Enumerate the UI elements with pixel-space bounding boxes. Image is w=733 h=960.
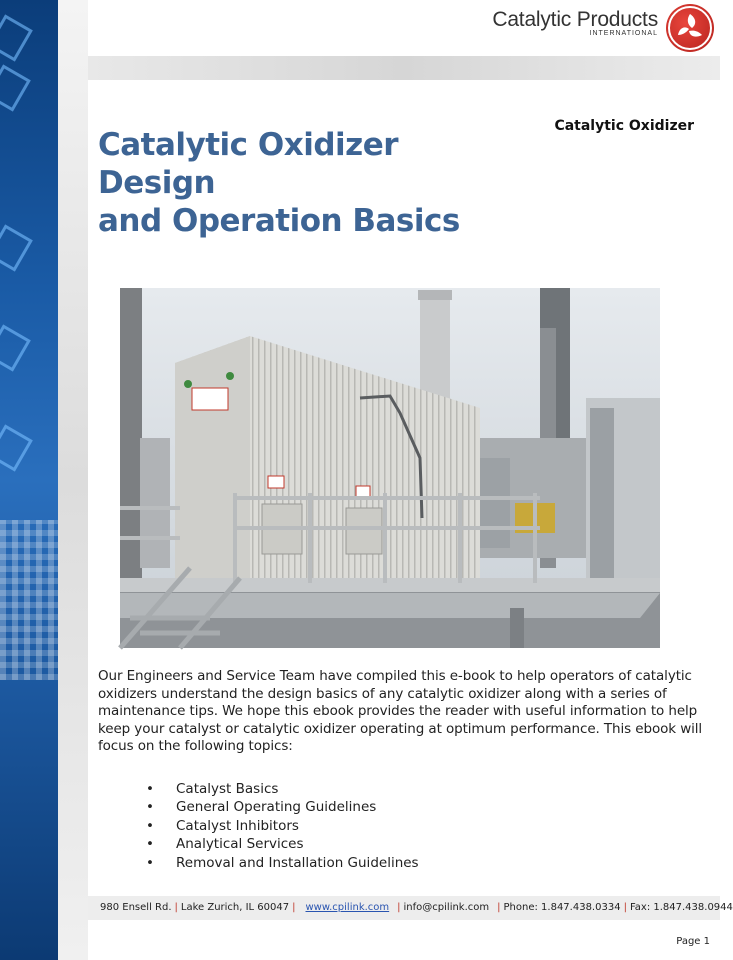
hexagon-decoration: [0, 324, 31, 371]
document-tag: Catalytic Oxidizer: [554, 118, 694, 134]
company-name: Catalytic Products: [492, 8, 658, 31]
list-item: • Removal and Installation Guidelines: [146, 854, 419, 872]
footer-website-link[interactable]: www.cpilink.com: [305, 902, 390, 913]
header-grey-band: [88, 56, 720, 80]
footer-city: Lake Zurich, IL 60047: [180, 902, 290, 913]
page-number: Page 1: [676, 936, 710, 947]
page-footer: 980 Ensell Rd. | Lake Zurich, IL 60047 | www.cpilink.com | info@cpilink.com | Phone: 1.847.438.0334 | Fax: 1.847.438.0944: [88, 896, 720, 920]
document-title: [98, 126, 518, 240]
hexagon-decoration: [0, 224, 33, 271]
footer-address: 980 Ensell Rd.: [100, 902, 172, 913]
intro-paragraph: Our Engineers and Service Team have compiled this e-book to help operators of catalytic oxidizers understand the design basics of any catalytic oxidizer along with a series of maintenance tips. We hope this ebook provides the reader with useful information to help keep your catalyst or catalytic oxidizer operating at optimum performance. This ebook will focus on the following topics:: [98, 668, 703, 754]
page-header: [88, 0, 720, 56]
footer-fax: Fax: 1.847.438.0944: [629, 902, 733, 913]
hexagon-decoration: [0, 64, 31, 111]
list-item: • Analytical Services: [146, 835, 419, 853]
list-item: • General Operating Guidelines: [146, 798, 419, 816]
company-logo-icon: [666, 4, 714, 52]
title-line-1: Catalytic Oxidizer Design: [98, 127, 399, 201]
topics-list: [146, 780, 419, 872]
catalytic-oxidizer-photo: [120, 288, 660, 648]
hexagon-decoration: [0, 424, 33, 471]
list-item: • Catalyst Inhibitors: [146, 817, 419, 835]
company-logo-text: [492, 8, 658, 37]
hexagon-decoration: [0, 14, 33, 61]
footer-phone: Phone: 1.847.438.0334: [503, 902, 621, 913]
company-subtitle: INTERNATIONAL: [589, 30, 658, 37]
footer-email[interactable]: info@cpilink.com: [403, 902, 490, 913]
gray-side-strip: [58, 0, 88, 960]
title-line-2: and Operation Basics: [98, 203, 460, 239]
list-item: • Catalyst Basics: [146, 780, 419, 798]
